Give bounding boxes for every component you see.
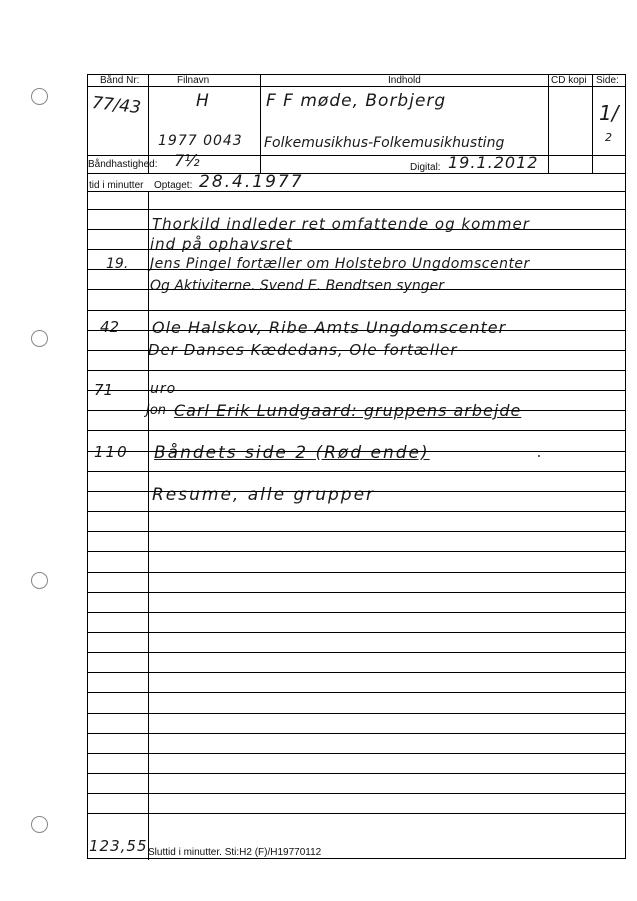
form-column-line — [260, 75, 261, 173]
form-column-line — [592, 75, 593, 173]
form-row-line — [88, 793, 625, 794]
indhold-header: Indhold — [388, 75, 421, 86]
form-row-line — [88, 269, 625, 270]
side-bottom-value: 2 — [605, 131, 612, 144]
side-top-value: 1/ — [599, 101, 619, 125]
form-row-line — [88, 310, 625, 311]
entry-text: Resume, alle grupper — [152, 485, 376, 505]
entry-time: 42 — [100, 318, 120, 336]
form-row-line — [88, 155, 625, 156]
form-row-line — [88, 652, 625, 653]
form-row-line — [88, 612, 625, 613]
form-row-line — [88, 491, 625, 492]
punch-hole-top — [31, 88, 48, 105]
optaget-value: 28.4.1977 — [199, 172, 304, 192]
form-row-line — [88, 191, 625, 192]
entry-time: 19. — [106, 256, 129, 272]
entry-text: Jens Pingel fortæller om Holstebro Ungdomscenter — [150, 256, 530, 272]
form-row-line — [88, 531, 625, 532]
form-row-line — [88, 572, 625, 573]
form-row-line — [88, 330, 625, 331]
form-row-line — [88, 86, 625, 87]
entry-text: Thorkild indleder ret omfattende og kommer — [152, 215, 530, 233]
form-column-line — [548, 75, 549, 173]
form-row-line — [88, 813, 625, 814]
filnavn-header: Filnavn — [177, 75, 210, 86]
entry-text: Carl Erik Lundgaard: gruppens arbejde — [174, 401, 522, 420]
form-row-line — [88, 410, 625, 411]
entry-text: Båndets side 2 (Rød ende) — [154, 443, 430, 463]
form-row-line — [88, 692, 625, 693]
indhold-line-1: F F møde, Borbjerg — [266, 91, 447, 111]
form-row-line — [88, 370, 625, 371]
form-row-line — [88, 773, 625, 774]
form-column-line — [148, 191, 149, 860]
tid-i-minutter-label: tid i minutter — [89, 180, 144, 191]
ink-dot — [538, 455, 540, 457]
form-row-line — [88, 229, 625, 230]
tape-log-form — [87, 74, 626, 859]
entry-time: 110 — [94, 443, 129, 461]
entry-text: uro — [150, 381, 177, 397]
form-row-line — [88, 672, 625, 673]
form-row-line — [88, 430, 625, 431]
digital-value: 19.1.2012 — [448, 153, 539, 172]
form-row-line — [88, 209, 625, 210]
cd-kopi-header: CD kopi — [551, 75, 587, 86]
indhold-line-2: Folkemusikhus-Folkemusikhusting — [264, 135, 505, 151]
digital-label: Digital: — [410, 162, 441, 173]
entry-time: 71 — [94, 381, 114, 399]
form-row-line — [88, 551, 625, 552]
bandhastighed-value: 7½ — [174, 151, 200, 170]
entry-text: Der Danses Kædedans, Ole fortæller — [148, 341, 458, 359]
entry-text: Og Aktiviterne. Svend E. Bendtsen synger — [150, 278, 444, 294]
form-row-line — [88, 753, 625, 754]
form-row-line — [88, 632, 625, 633]
optaget-label: Optaget: — [154, 180, 193, 191]
punch-hole-lower-middle — [31, 572, 48, 589]
form-row-line — [88, 471, 625, 472]
side-header: Side: — [596, 75, 619, 86]
filnavn-bottom-value: 1977 0043 — [158, 133, 243, 149]
punch-hole-bottom — [31, 816, 48, 833]
bandhastighed-label: Båndhastighed: — [88, 159, 158, 170]
form-row-line — [88, 350, 625, 351]
form-row-line — [88, 733, 625, 734]
entry-text: ind på ophavsret — [150, 235, 293, 253]
form-row-line — [88, 249, 625, 250]
form-row-line — [88, 173, 625, 174]
form-row-line — [88, 451, 625, 452]
entry-text: Ole Halskov, Ribe Amts Ungdomscenter — [152, 318, 507, 337]
filnavn-top-value: H — [196, 91, 209, 111]
punch-hole-upper-middle — [31, 330, 48, 347]
form-row-line — [88, 511, 625, 512]
form-column-line — [148, 75, 149, 173]
form-row-line — [88, 390, 625, 391]
sluttid-label: Sluttid i minutter. Sti:H2 (F)/H19770112 — [148, 847, 322, 858]
crossed-out-word: Jon — [146, 403, 167, 418]
band-nr-value: 77/43 — [90, 93, 142, 119]
form-row-line — [88, 713, 625, 714]
band-nr-header: Bånd Nr: — [100, 75, 140, 86]
form-row-line — [88, 289, 625, 290]
total-time-value: 123,55 — [89, 837, 148, 855]
form-row-line — [88, 592, 625, 593]
